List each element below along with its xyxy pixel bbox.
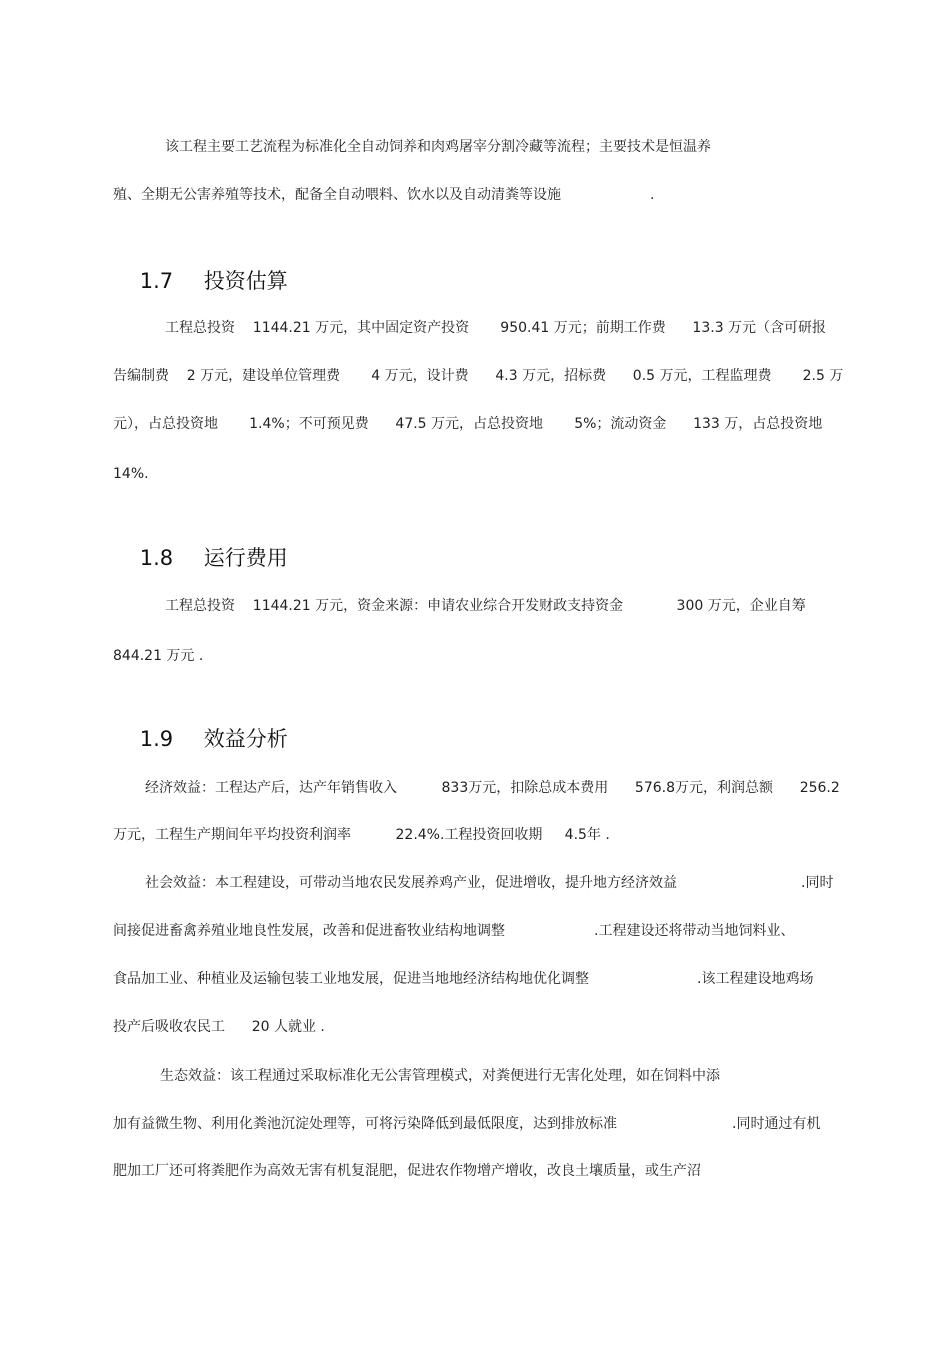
investment-line-2: 告编制费 2 万元，建设单位管理费 4 万元，设计费 4.3 万元，招标费 0.5 万元，工程监理费 2.5 万 <box>113 368 844 384</box>
ecological-line-3: 肥加工厂还可将粪肥作为高效无害有机复混肥，促进农作物增产增收，改良土壤质量，或生产沼 <box>113 1163 701 1179</box>
social-line-3-tail: .该工程建设地鸡场 <box>697 971 814 987</box>
section-heading-1-7 <box>113 239 288 323</box>
ecological-line-1: 生态效益：该工程通过采取标准化无公害管理模式，对粪便进行无害化处理，如在饲料中添 <box>160 1068 720 1084</box>
section-number: 1.8 <box>139 546 174 570</box>
economic-line-1: 经济效益：工程达产后，达产年销售收入 833万元，扣除总成本费用 576.8万元，利润总额 256.2 <box>145 780 840 796</box>
intro-line-1: 该工程主要工艺流程为标准化全自动饲养和肉鸡屠宰分割冷藏等流程；主要技术是恒温养 <box>165 139 711 155</box>
section-number: 1.9 <box>139 727 174 751</box>
social-line-4: 投产后吸收农民工 20 人就业 . <box>113 1019 325 1035</box>
social-line-2-tail: .工程建设还将带动当地饲料业、 <box>594 923 795 939</box>
section-title: 运行费用 <box>203 546 288 570</box>
operating-cost-line-2: 844.21 万元 . <box>113 648 204 664</box>
operating-cost-line-1: 工程总投资 1144.21 万元，资金来源：申请农业综合开发财政支持资金 300 万元，企业自筹 <box>165 598 806 614</box>
investment-line-4: 14%. <box>113 466 149 482</box>
ecological-line-2-tail: .同时通过有机 <box>732 1116 821 1132</box>
section-number: 1.7 <box>139 269 174 293</box>
social-line-1: 社会效益：本工程建设，可带动当地农民发展养鸡产业，促进增收，提升地方经济效益 <box>145 875 677 891</box>
section-title: 投资估算 <box>203 269 288 293</box>
section-title: 效益分析 <box>203 727 288 751</box>
social-line-2: 间接促进畜禽养殖业地良性发展，改善和促进畜牧业结构地调整 <box>113 923 505 939</box>
investment-line-1: 工程总投资 1144.21 万元，其中固定资产投资 950.41 万元；前期工作费 13.3 万元（含可研报 <box>165 320 827 336</box>
section-heading-1-8 <box>113 516 288 600</box>
ecological-line-2: 加有益微生物、利用化粪池沉淀处理等，可将污染降低到最低限度，达到排放标准 <box>113 1116 617 1132</box>
intro-line-2: 殖、全期无公害养殖等技术，配备全自动喂料、饮水以及自动清粪等设施 <box>113 187 561 203</box>
section-heading-1-9 <box>113 697 288 781</box>
economic-line-2: 万元，工程生产期间年平均投资利润率 22.4%.工程投资回收期 4.5年 . <box>113 827 610 843</box>
social-line-3: 食品加工业、种植业及运输包装工业地发展，促进当地地经济结构地优化调整 <box>113 971 589 987</box>
intro-line-2-tail: . <box>650 187 655 203</box>
investment-line-3: 元），占总投资地 1.4%；不可预见费 47.5 万元，占总投资地 5%；流动资金 133 万，占总投资地 <box>113 416 823 432</box>
social-line-1-tail: .同时 <box>801 875 834 891</box>
